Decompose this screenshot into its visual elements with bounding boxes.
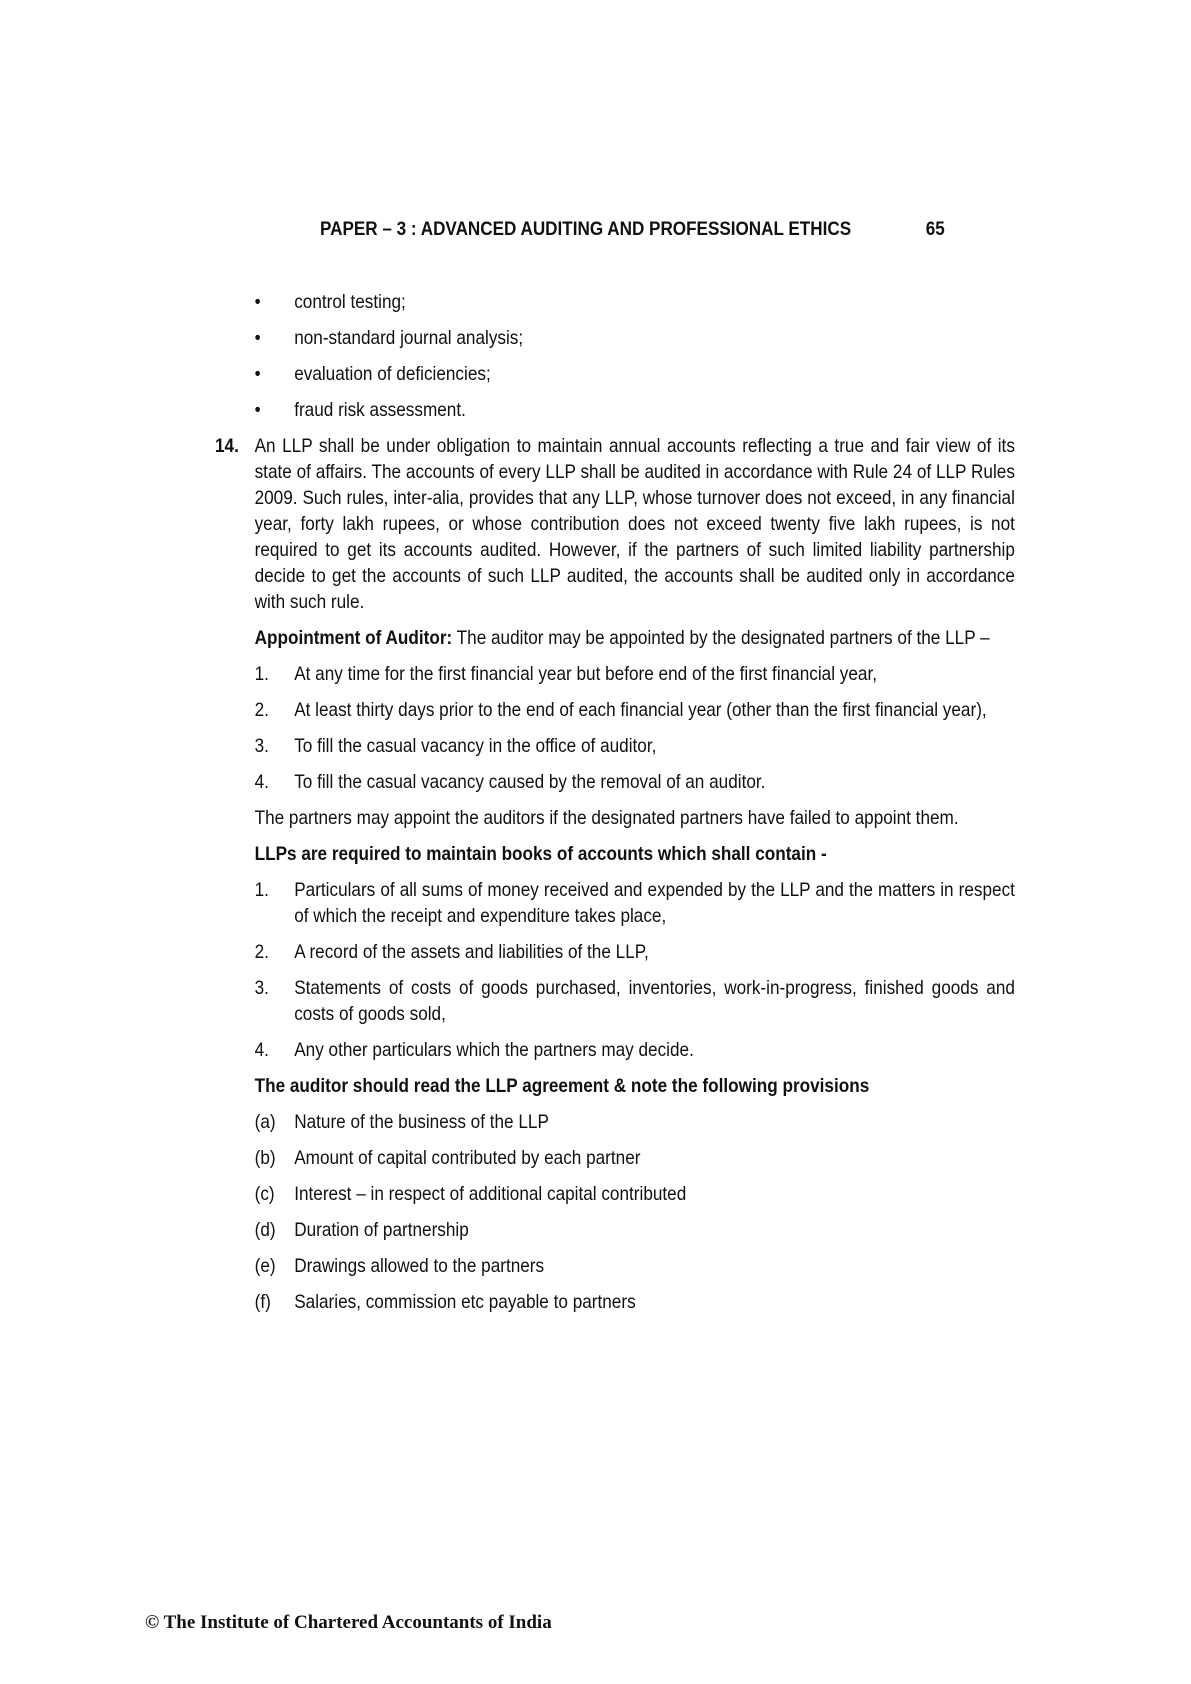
list-item	[255, 697, 1015, 723]
list-item	[255, 1289, 1015, 1315]
question-14	[215, 433, 1015, 1315]
list-item	[255, 1181, 1015, 1207]
appointment-paragraph	[255, 625, 1015, 651]
list-item	[255, 769, 1015, 795]
list-item	[255, 877, 1015, 929]
bullet-text: fraud risk assessment.	[294, 399, 466, 421]
copyright-footer: © The Institute of Chartered Accountants of India	[145, 1612, 552, 1633]
list-item	[255, 1037, 1015, 1063]
list-item	[255, 1217, 1015, 1243]
item-text: Duration of partnership	[294, 1219, 469, 1241]
list-item	[255, 733, 1015, 759]
item-text: Interest – in respect of additional capital contributed	[294, 1183, 687, 1205]
item-label: 1.	[254, 879, 269, 901]
item-text: Any other particulars which the partners may decide.	[294, 1039, 694, 1061]
bullet-icon: •	[254, 399, 261, 421]
item-text: To fill the casual vacancy in the office of auditor,	[294, 735, 657, 757]
item-label: (d)	[254, 1219, 276, 1241]
item-label: (b)	[254, 1147, 276, 1169]
item-label: 2.	[254, 699, 269, 721]
question-number: 14.	[215, 435, 239, 457]
item-label: 2.	[254, 941, 269, 963]
item-text: Salaries, commission etc payable to partners	[294, 1291, 636, 1313]
list-item	[215, 361, 1015, 387]
content-body	[215, 289, 1015, 1315]
list-item	[255, 1145, 1015, 1171]
item-text: Amount of capital contributed by each partner	[294, 1147, 641, 1169]
appointment-text: The auditor may be appointed by the designated partners of the LLP –	[452, 627, 990, 649]
item-label: (c)	[254, 1183, 275, 1205]
books-heading: LLPs are required to maintain books of accounts which shall contain -	[254, 843, 827, 865]
list-item	[215, 325, 1015, 351]
bullet-icon: •	[254, 291, 261, 313]
item-text: Drawings allowed to the partners	[294, 1255, 545, 1277]
agreement-list	[255, 1109, 1015, 1315]
appointment-closing: The partners may appoint the auditors if the designated partners have failed to appoint them.	[254, 807, 959, 829]
list-item	[255, 1109, 1015, 1135]
item-text: Nature of the business of the LLP	[294, 1111, 549, 1133]
item-text: Particulars of all sums of money received and expended by the LLP and the matters in respect of which the receipt and expenditure takes place,	[294, 879, 1015, 927]
agreement-heading: The auditor should read the LLP agreement & note the following provisions	[254, 1075, 870, 1097]
item-label: (e)	[254, 1255, 276, 1277]
list-item	[215, 289, 1015, 315]
list-item	[255, 1253, 1015, 1279]
item-text: Statements of costs of goods purchased, inventories, work-in-progress, finished goods and costs of goods sold,	[294, 977, 1015, 1025]
item-label: (f)	[254, 1291, 271, 1313]
item-label: 4.	[254, 771, 269, 793]
item-label: 3.	[254, 735, 269, 757]
appointment-list	[255, 661, 1015, 795]
bullet-text: control testing;	[294, 291, 406, 313]
item-label: (a)	[254, 1111, 276, 1133]
item-label: 3.	[254, 977, 269, 999]
paper-title: PAPER – 3 : ADVANCED AUDITING AND PROFESSIONAL ETHICS	[320, 219, 852, 240]
answer-body	[255, 433, 1015, 1315]
books-list	[255, 877, 1015, 1063]
page-number: 65	[925, 219, 945, 240]
item-text: A record of the assets and liabilities of the LLP,	[294, 941, 649, 963]
list-item	[255, 975, 1015, 1027]
item-text: At any time for the first financial year but before end of the first financial year,	[294, 663, 877, 685]
page-header	[320, 219, 944, 245]
item-label: 4.	[254, 1039, 269, 1061]
intro-paragraph: An LLP shall be under obligation to maintain annual accounts reflecting a true and fair view of its state of affairs. The accounts of every LLP shall be audited in accordance with Rule 24 of LLP Rules 2009. Such rules, inter-alia, provides that any LLP, whose turnover does not exceed, in any financial year, forty lakh rupees, or whose contribution does not exceed twenty five lakh rupees, is not required to get its accounts audited. However, if the partners of such limited liability partnership decide to get the accounts of such LLP audited, the accounts shall be audited only in accordance with such rule.	[254, 435, 1015, 613]
item-label: 1.	[254, 663, 269, 685]
bullet-text: evaluation of deficiencies;	[294, 363, 491, 385]
bullet-text: non-standard journal analysis;	[294, 327, 524, 349]
bullet-icon: •	[254, 363, 261, 385]
page-content	[215, 289, 1015, 1325]
item-text: To fill the casual vacancy caused by the removal of an auditor.	[294, 771, 766, 793]
list-item	[255, 661, 1015, 687]
bullet-icon: •	[254, 327, 261, 349]
bullet-list	[215, 289, 1015, 423]
item-text: At least thirty days prior to the end of each financial year (other than the first financial year),	[294, 699, 987, 721]
list-item	[255, 939, 1015, 965]
appointment-heading: Appointment of Auditor:	[254, 627, 453, 649]
list-item	[215, 397, 1015, 423]
